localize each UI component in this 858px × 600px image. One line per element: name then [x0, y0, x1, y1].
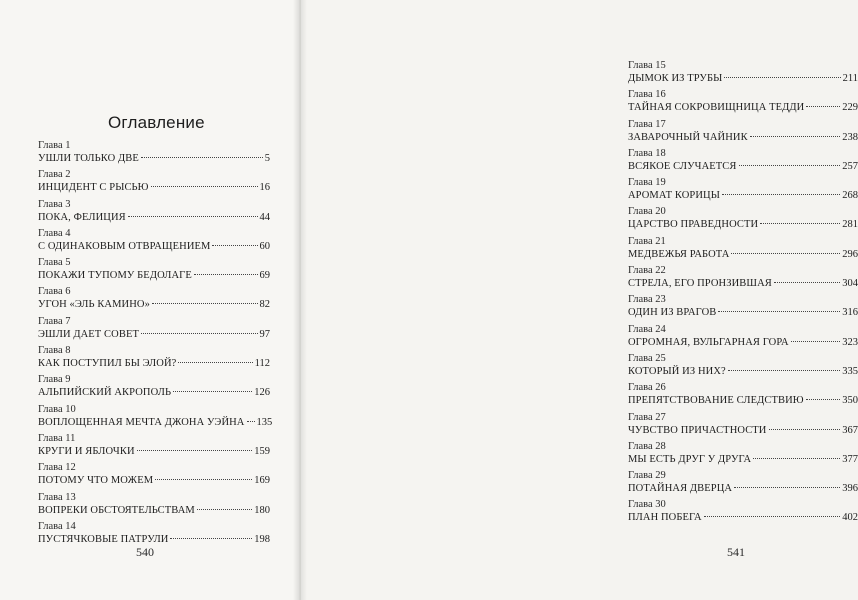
chapter-label: Глава 12 — [38, 462, 76, 474]
chapter-label: Глава 1 — [38, 140, 71, 151]
toc-line — [38, 386, 270, 399]
toc-line — [38, 181, 270, 194]
chapter-label: Глава 5 — [38, 257, 71, 269]
chapter-label: Глава 27 — [628, 411, 666, 423]
chapter-title: ТАЙНАЯ СОКРОВИЩНИЦА ТЕДДИ — [628, 102, 805, 114]
chapter-title: ВОПРЕКИ ОБСТОЯТЕЛЬСТВАМ — [38, 504, 195, 516]
chapter-page-number: 367 — [842, 424, 858, 436]
chapter-title: АЛЬПИЙСКИЙ АКРОПОЛЬ — [38, 387, 172, 399]
toc-entry — [628, 89, 858, 118]
left-page — [0, 0, 300, 600]
dot-leader — [247, 421, 255, 422]
toc-line — [628, 131, 858, 144]
chapter-label: Глава 26 — [628, 382, 666, 394]
toc-title: Оглавление — [108, 113, 205, 132]
chapter-page-number: 135 — [256, 416, 273, 428]
chapter-label: Глава 18 — [628, 147, 666, 159]
chapter-label: Глава 30 — [628, 499, 666, 511]
chapter-title: ЗАВАРОЧНЫЙ ЧАЙНИК — [628, 131, 748, 143]
dot-leader — [137, 450, 253, 451]
toc-entry — [38, 257, 270, 286]
dot-leader — [155, 479, 252, 480]
chapter-page-number: 44 — [259, 211, 270, 223]
dot-leader — [731, 253, 840, 254]
chapter-page-number: 257 — [842, 160, 858, 172]
chapter-page-number: 112 — [254, 358, 270, 370]
dot-leader — [791, 341, 841, 342]
chapter-title: ОГРОМНАЯ, ВУЛЬГАРНАЯ ГОРА — [628, 336, 789, 348]
chapter-label: Глава 7 — [38, 315, 71, 327]
toc-entry — [628, 148, 858, 177]
chapter-page-number: 304 — [842, 278, 858, 290]
dot-leader — [722, 194, 840, 195]
dot-leader — [718, 311, 840, 312]
chapter-page-number: 296 — [842, 248, 858, 260]
toc-line — [628, 248, 858, 261]
chapter-title: КОТОРЫЙ ИЗ НИХ? — [628, 365, 726, 377]
dot-leader — [769, 429, 841, 430]
toc-entry — [628, 470, 858, 499]
chapter-title: ЧУВСТВО ПРИЧАСТНОСТИ — [628, 424, 767, 436]
chapter-label: Глава 6 — [38, 286, 71, 298]
chapter-page-number: 316 — [842, 307, 858, 319]
toc-line — [38, 298, 270, 311]
toc-line — [628, 482, 858, 495]
chapter-title: ВСЯКОЕ СЛУЧАЕТСЯ — [628, 160, 737, 172]
toc-line — [628, 277, 858, 290]
toc-right-column — [628, 60, 858, 529]
toc-entry — [38, 492, 270, 521]
toc-entry — [628, 294, 858, 323]
chapter-page-number: 16 — [259, 182, 270, 194]
toc-line — [628, 72, 858, 85]
dot-leader — [128, 216, 258, 217]
chapter-title: КАК ПОСТУПИЛ БЫ ЭЛОЙ? — [38, 358, 177, 370]
toc-entry — [38, 286, 270, 315]
chapter-title: ПОТАЙНАЯ ДВЕРЦА — [628, 483, 733, 495]
toc-line — [628, 424, 858, 437]
right-page — [300, 0, 858, 600]
toc-entry — [38, 374, 270, 403]
toc-entry — [38, 433, 270, 462]
dot-leader — [197, 509, 252, 510]
toc-entry — [38, 345, 270, 374]
chapter-label: Глава 3 — [38, 198, 71, 210]
chapter-label: Глава 16 — [628, 89, 666, 101]
chapter-label: Глава 4 — [38, 227, 71, 239]
toc-entry — [628, 382, 858, 411]
chapter-title: КРУГИ И ЯБЛОЧКИ — [38, 445, 135, 457]
toc-entry — [628, 324, 858, 353]
toc-line — [38, 211, 270, 224]
dot-leader — [774, 282, 840, 283]
chapter-page-number: 198 — [254, 533, 270, 545]
chapter-title: ОДИН ИЗ ВРАГОВ — [628, 307, 717, 319]
toc-entry — [628, 60, 858, 89]
chapter-page-number: 211 — [842, 73, 858, 84]
dot-leader — [734, 487, 840, 488]
chapter-label: Глава 8 — [38, 345, 71, 357]
dot-leader — [194, 274, 258, 275]
toc-entry — [38, 140, 270, 169]
chapter-page-number: 268 — [842, 190, 858, 202]
chapter-title: МЫ ЕСТЬ ДРУГ У ДРУГА — [628, 453, 752, 465]
chapter-label: Глава 19 — [628, 177, 666, 189]
toc-line — [628, 306, 858, 319]
toc-entry — [628, 441, 858, 470]
chapter-page-number: 82 — [259, 299, 270, 311]
chapter-label: Глава 23 — [628, 294, 666, 306]
dot-leader — [760, 223, 840, 224]
chapter-page-number: 396 — [842, 483, 858, 495]
chapter-title: ПРЕПЯТСТВОВАНИЕ СЛЕДСТВИЮ — [628, 395, 804, 407]
toc-line — [628, 160, 858, 173]
toc-line — [628, 453, 858, 466]
toc-entry — [38, 228, 270, 257]
toc-entry — [628, 236, 858, 265]
chapter-title: ЦАРСТВО ПРАВЕДНОСТИ — [628, 219, 759, 231]
chapter-label: Глава 28 — [628, 440, 666, 452]
chapter-label: Глава 14 — [38, 520, 76, 532]
toc-entry — [628, 206, 858, 235]
chapter-page-number: 323 — [842, 336, 858, 348]
chapter-title: ЭШЛИ ДАЕТ СОВЕТ — [38, 328, 139, 340]
toc-line — [38, 152, 270, 165]
toc-line — [628, 336, 858, 349]
dot-leader — [806, 399, 841, 400]
toc-entry — [38, 403, 273, 433]
toc-line — [628, 511, 858, 524]
chapter-label: Глава 22 — [628, 265, 666, 277]
toc-line — [38, 474, 270, 487]
dot-leader — [141, 157, 263, 158]
dot-leader — [173, 391, 252, 392]
dot-leader — [728, 370, 840, 371]
dot-leader — [152, 303, 258, 304]
toc-line — [628, 189, 858, 202]
chapter-label: Глава 15 — [628, 60, 666, 71]
chapter-label: Глава 25 — [628, 352, 666, 364]
dot-leader — [753, 458, 840, 459]
chapter-title: ИНЦИДЕНТ С РЫСЬЮ — [38, 182, 149, 194]
toc-entry — [628, 412, 858, 441]
chapter-title: МЕДВЕЖЬЯ РАБОТА — [628, 248, 730, 260]
toc-left-column — [38, 140, 273, 550]
chapter-label: Глава 13 — [38, 491, 76, 503]
toc-entry — [628, 265, 858, 294]
dot-leader — [141, 333, 258, 334]
chapter-title: АРОМАТ КОРИЦЫ — [628, 190, 720, 202]
toc-line — [38, 504, 270, 517]
chapter-label: Глава 9 — [38, 374, 71, 386]
chapter-page-number: 402 — [842, 512, 858, 524]
chapter-title: ПОКА, ФЕЛИЦИЯ — [38, 211, 126, 223]
chapter-page-number: 377 — [842, 453, 858, 465]
chapter-page-number: 281 — [842, 219, 858, 231]
chapter-title: УГОН «ЭЛЬ КАМИНО» — [38, 299, 150, 311]
toc-entry — [38, 462, 270, 491]
toc-entry — [628, 119, 858, 148]
toc-line — [628, 101, 858, 114]
toc-line — [38, 357, 270, 370]
chapter-title: ДЫМОК ИЗ ТРУБЫ — [628, 73, 723, 84]
chapter-page-number: 159 — [254, 445, 270, 457]
chapter-page-number: 69 — [259, 270, 270, 282]
chapter-title: ПЛАН ПОБЕГА — [628, 512, 702, 524]
chapter-page-number: 350 — [842, 395, 858, 407]
toc-line — [628, 394, 858, 407]
dot-leader — [750, 136, 841, 137]
toc-line — [628, 218, 858, 231]
chapter-label: Глава 20 — [628, 206, 666, 218]
dot-leader — [806, 106, 840, 107]
chapter-label: Глава 17 — [628, 118, 666, 130]
dot-leader — [178, 362, 252, 363]
toc-entry — [38, 199, 270, 228]
page-number-left: 540 — [136, 545, 154, 559]
dot-leader — [151, 186, 258, 187]
dot-leader — [704, 516, 841, 517]
chapter-page-number: 97 — [259, 328, 270, 340]
toc-entry — [628, 177, 858, 206]
chapter-label: Глава 21 — [628, 235, 666, 247]
page-number-right: 541 — [727, 545, 745, 559]
toc-line — [38, 533, 270, 546]
dot-leader — [724, 77, 840, 78]
dot-leader — [170, 538, 252, 539]
toc-line — [38, 328, 270, 341]
chapter-title: ПОТОМУ ЧТО МОЖЕМ — [38, 475, 154, 487]
toc-entry — [38, 169, 270, 198]
toc-line — [38, 416, 273, 429]
chapter-title: С ОДИНАКОВЫМ ОТВРАЩЕНИЕМ — [38, 240, 211, 252]
toc-line — [38, 240, 270, 253]
chapter-label: Глава 2 — [38, 169, 71, 181]
chapter-page-number: 335 — [842, 365, 858, 377]
toc-entry — [38, 521, 270, 550]
toc-line — [38, 269, 270, 282]
chapter-page-number: 238 — [842, 131, 858, 143]
dot-leader — [739, 165, 841, 166]
toc-entry — [628, 499, 858, 528]
chapter-title: ВОПЛОЩЕННАЯ МЕЧТА ДЖОНА УЭЙНА — [38, 416, 245, 428]
chapter-page-number: 180 — [254, 504, 270, 516]
chapter-title: ПОКАЖИ ТУПОМУ БЕДОЛАГЕ — [38, 270, 192, 282]
chapter-label: Глава 24 — [628, 323, 666, 335]
chapter-page-number: 5 — [264, 153, 270, 164]
chapter-page-number: 126 — [254, 387, 270, 399]
chapter-title: ПУСТЯЧКОВЫЕ ПАТРУЛИ — [38, 533, 169, 545]
chapter-label: Глава 10 — [38, 403, 76, 415]
toc-entry — [38, 316, 270, 345]
toc-entry — [628, 353, 858, 382]
book-gutter — [293, 0, 307, 600]
chapter-label: Глава 11 — [38, 432, 76, 444]
dot-leader — [212, 245, 257, 246]
chapter-page-number: 229 — [842, 102, 858, 114]
chapter-title: УШЛИ ТОЛЬКО ДВЕ — [38, 153, 139, 164]
toc-line — [628, 365, 858, 378]
chapter-label: Глава 29 — [628, 470, 666, 482]
toc-line — [38, 445, 270, 458]
chapter-page-number: 60 — [259, 240, 270, 252]
chapter-title: СТРЕЛА, ЕГО ПРОНЗИВШАЯ — [628, 278, 772, 290]
chapter-page-number: 169 — [254, 475, 270, 487]
